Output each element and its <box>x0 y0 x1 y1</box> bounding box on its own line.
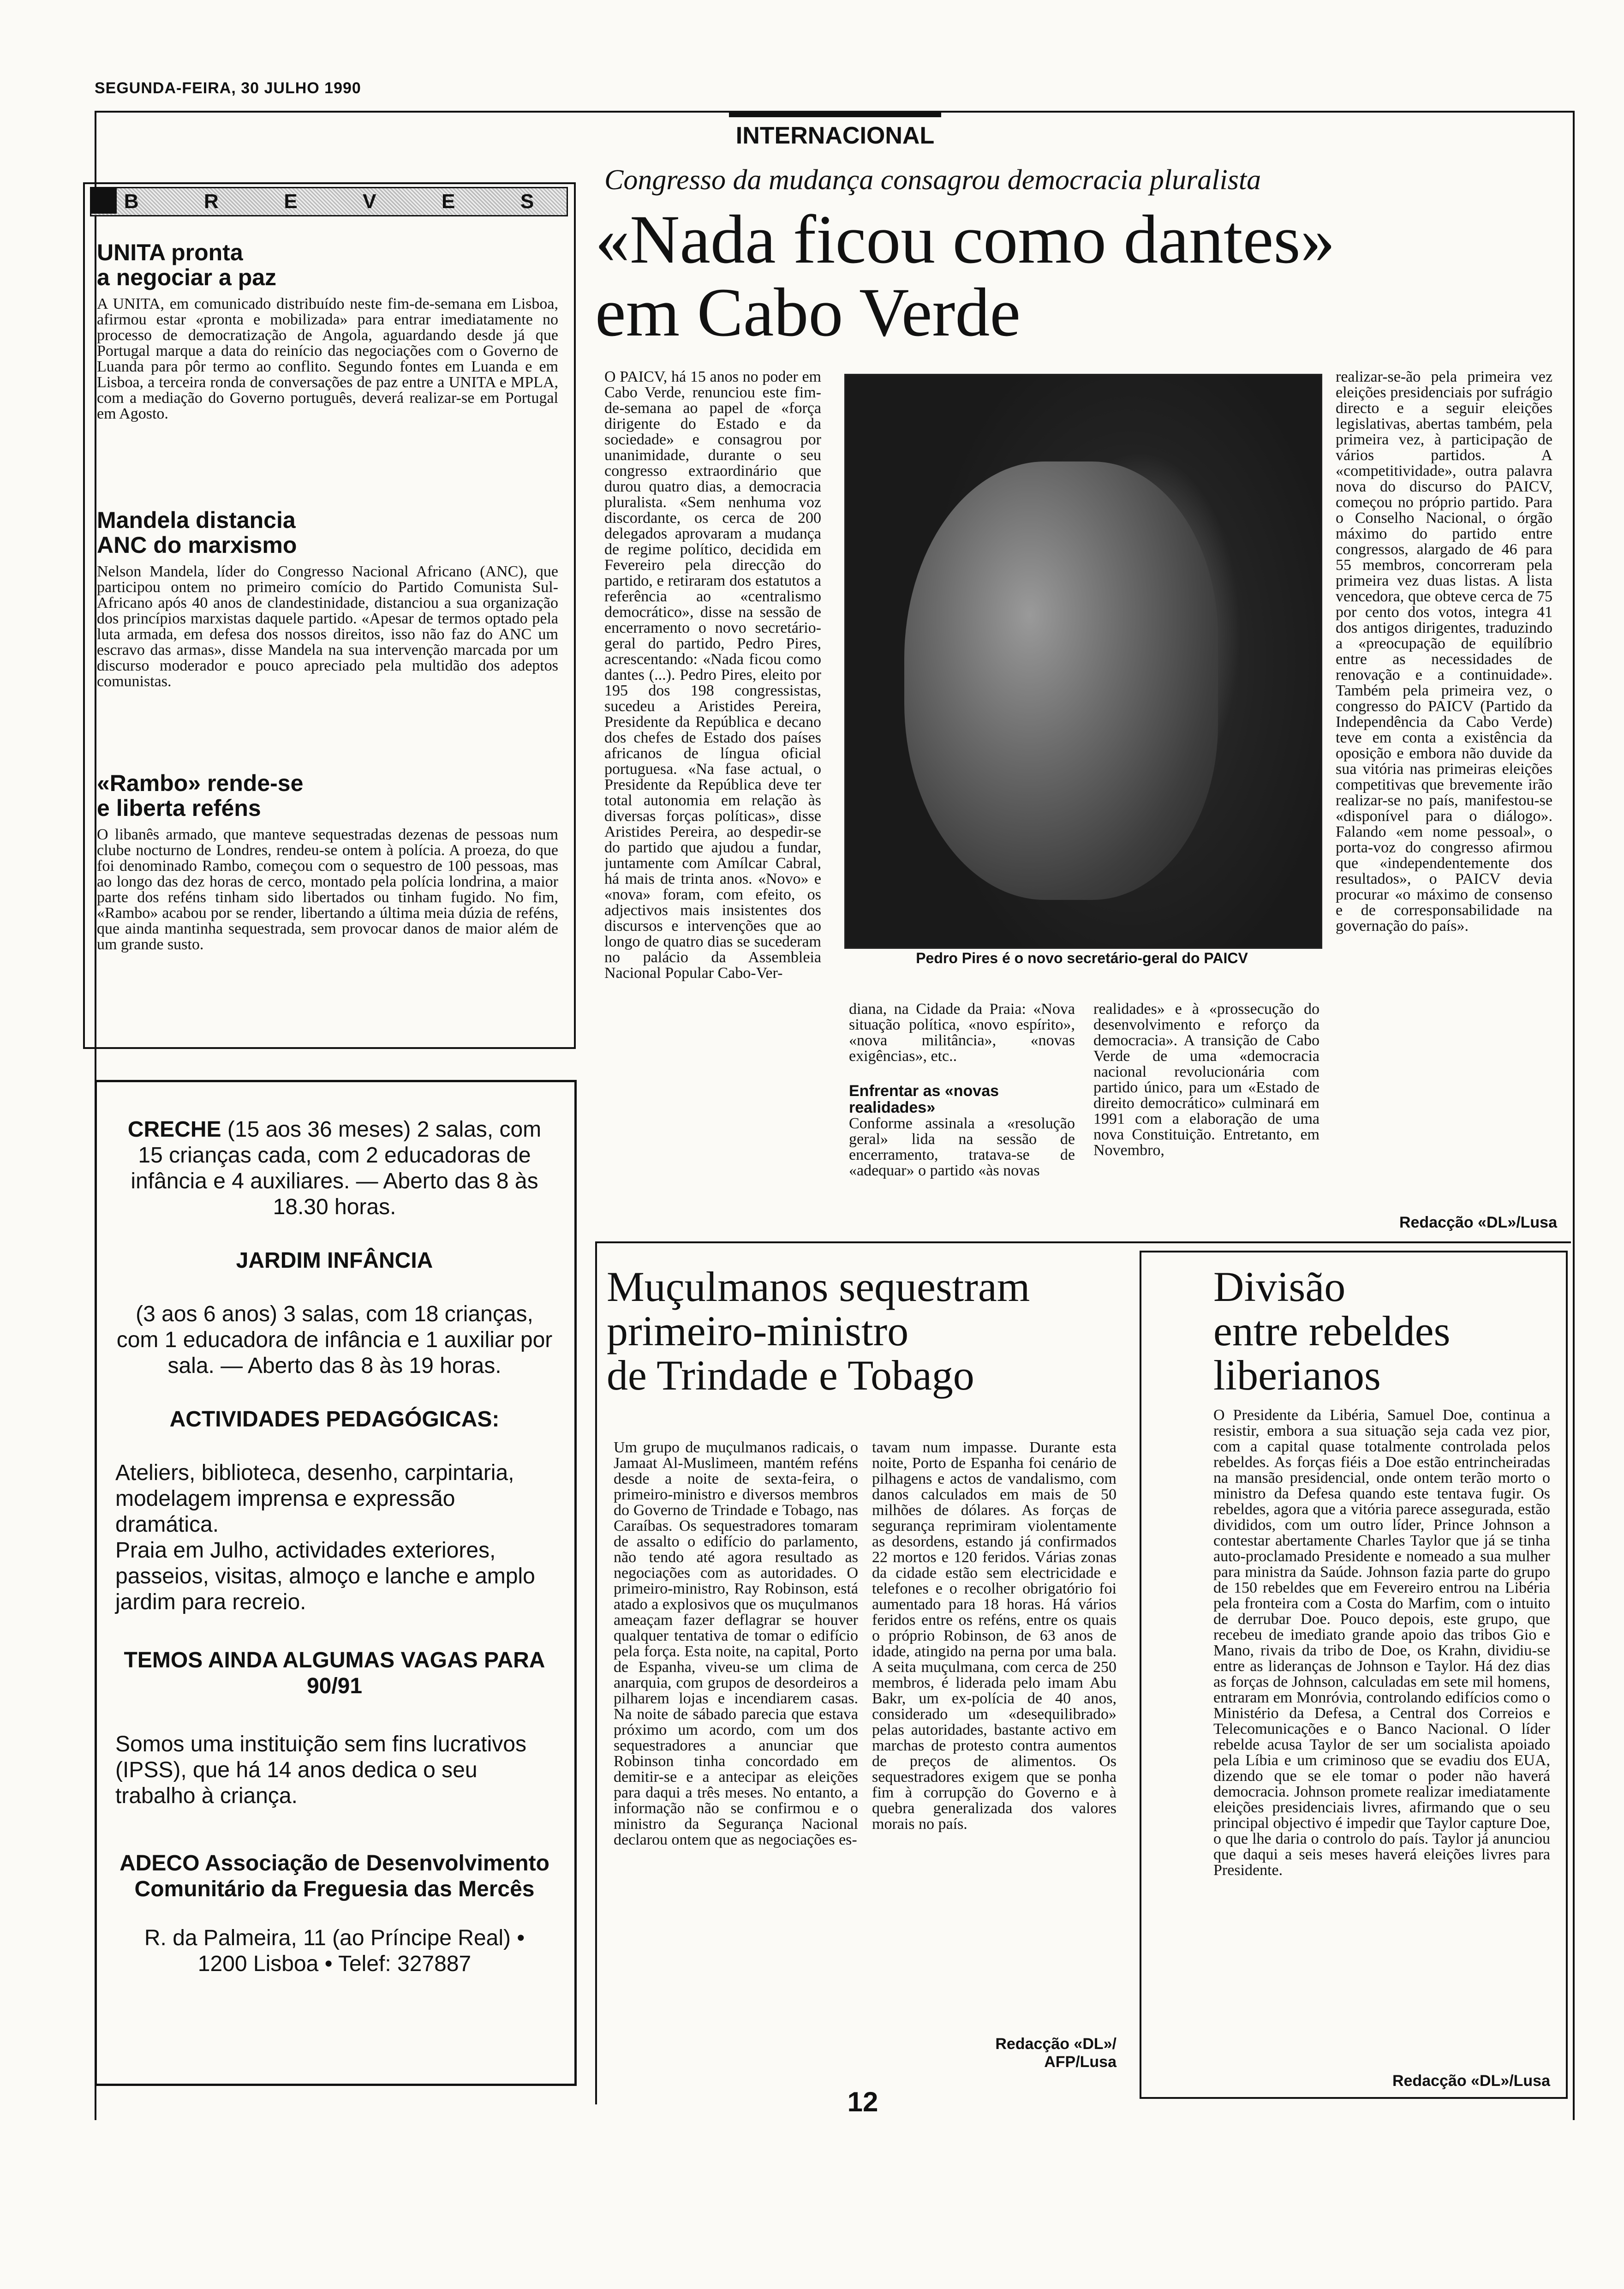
ad-atividades-text-2: Praia em Julho, actividades exteriores, passeios, visitas, almoço e lanche e amplo jardim para recreio. <box>115 1538 535 1614</box>
article-divider <box>595 1241 1571 1243</box>
main-col-2 <box>849 1001 1075 1179</box>
breves-letter: B <box>124 190 139 213</box>
portrait-face <box>904 461 1218 900</box>
trinidad-col-2: tavam num impasse. Durante esta noite, Porto de Espanha foi cenário de pilhagens e actos de vandalismo, com danos calculados em mais de 50 milhões de dólares. As forças de segurança reprimiram violentamente as desordens, estando já confirmados 22 mortos e 120 feridos. Várias zonas da cidade estão sem electricidade e telefones e o recolher obrigatório foi aumentado para 18 horas. Há vários feridos entre os reféns, entre os quais o próprio Robinson, de 63 anos de idade, atingido na perna por uma bala. A seita muçulmana, com cerca de 250 membros, é liderada pelo imam Abu Bakr, um ex-polícia de 40 anos, considerado um «desequilibrado» pelas autoridades, bastante activo em marchas de protesto contra aumentos de preços de alimentos. Os sequestradores exigem que se ponha fim à corrupção do Governo e à quebra generalizada dos valores morais no país. <box>872 1440 1116 1833</box>
ad-ipss: Somos uma instituição sem fins lucrativos (IPSS), que há 14 anos dedica o seu trabalho à criança. <box>115 1732 526 1808</box>
breves-item-title: ANC do marxismo <box>97 532 297 558</box>
breves-item-1 <box>97 240 558 422</box>
main-col-3: realidades» e à «prossecução do desenvolvimento e reforço da democracia». A transição de Cabo Verde de uma «democracia nacional revolucionária com partido único, para um «Estado de direito democrático» culminará em 1991 com a elaboração de uma nova Constituição. Entretanto, em Novembro, <box>1093 1001 1320 1159</box>
breves-letter: R <box>204 190 219 213</box>
breves-item-title: «Rambo» rende-se <box>97 770 304 796</box>
liberia-text: O Presidente da Libéria, Samuel Doe, continua a resistir, embora a sua situação seja cada vez pior, com a capital quase totalmente controlada pelos rebeldes. As forças fiéis a Doe estão entrincheiradas na mansão presidencial, onde ontem terão morto o ministro da Defesa quando este tentava fugir. Os rebeldes, agora que a vitória parece assegurada, estão divididos, com um outro líder, Prince Johnson a contestar abertamente Charles Taylor que já se tinha auto-proclamado Presidente e nomeado a sua mulher para ministra da Saúde. Johnson fazia parte do grupo de 150 rebeldes que em Fevereiro entrou na Libéria pela fronteira com a Costa do Marfim, com o intuito de derrubar Doe. Pouco depois, este grupo, que recebeu de imediato grande apoio das tribos Gio e Mano, rivais da tribo de Doe, os Krahn, dividiu-se entre as lideranças de Johnson e Taylor. Há dez dias as forças de Johnson, calculadas em sete mil homens, entraram em Monróvia, controlando edifícios como o Ministério da Defesa, a Central dos Correios e Telecomunicações e o Banco Nacional. O líder rebelde acusa Taylor de ser um socialista apoiado pela Líbia e um criminoso que se evadiu dos EUA, dizendo que se ele tomar o poder não haverá democracia. Johnson promete realizar imediatamente eleições presidenciais livres, afirmando que o seu principal objectivo é impedir que Taylor capture Doe, o que lhe daria o controlo do país. Taylor já anunciou que daqui a seis meses haverá eleições livres para Presidente. <box>1213 1408 1550 1879</box>
breves-item-title: UNITA pronta <box>97 240 243 265</box>
trinidad-signature: Redacção «DL»/ AFP/Lusa <box>995 2035 1116 2071</box>
trinidad-headline: Muçulmanos sequestram primeiro-ministro de Trindade e Tobago <box>607 1263 1030 1399</box>
trinidad-col-1: Um grupo de muçulmanos radicais, o Jamaat Al-Muslimeen, mantém reféns desde a noite de sexta-feira, o primeiro-ministro e diversos membros do Governo de Trindade e Tobago, nas Caraíbas. Os sequestradores tomaram de assalto o edifício do parlamento, não tendo até agora resultado as negociações com as autoridades. O primeiro-ministro, Ray Robinson, está atado a explosivos que os muçulmanos ameaçam fazer deflagrar se houver qualquer tentativa de tomar o edifício pela força. Esta noite, na capital, Porto de Espanha, viveu-se um clima de anarquia, com grupos de desordeiros a pilharem lojas e incendiarem casas. Na noite de sábado parecia que estava próximo um acordo, com um dos sequestradores a anunciar que Robinson tinha concordado em demitir-se e a antecipar as eleições para daqui a três meses. No entanto, a informação não se confirmou e o ministro da Segurança Nacional declarou ontem que as negociações es- <box>614 1440 858 1848</box>
breves-item-text: O libanês armado, que manteve sequestradas dezenas de pessoas num clube nocturno de Londres, rendeu-se ontem à polícia. A proeza, do que foi denominado Rambo, começou com o sequestro de 100 pessoas, mas ao longo das dez horas de cerco, montado pela polícia londrina, a maior parte dos reféns tinham sido libertados ou tinham fugido. No fim, «Rambo» acabou por se render, libertando a última meia dúzia de reféns, que ainda mantinha sequestrada, sem provocar danos de maior além de um grande susto. <box>97 826 558 953</box>
trinidad-left-border <box>595 1241 597 2104</box>
ad-address-2: 1200 Lisboa • Telef: 327887 <box>197 1952 472 1976</box>
main-kicker: Congresso da mudança consagrou democracia pluralista <box>604 164 1261 196</box>
main-headline: «Nada ficou como dantes» em Cabo Verde <box>595 201 1335 351</box>
photo-caption: Pedro Pires é o novo secretário-geral do PAICV <box>916 950 1248 966</box>
main-col-4: realizar-se-ão pela primeira vez eleições presidenciais por sufrágio directo e a seguir eleições legislativas, abertas também, pela primeira vez, à participação de vários partidos. A «competitividade», outra palavra nova do discurso do PAICV, começou no próprio partido. Para o Conselho Nacional, o órgão máximo do partido entre congressos, alargado de 46 para 55 membros, concorreram pela primeira vez duas listas. A lista vencedora, que obteve cerca de 75 por cento dos votos, integra 41 dos antigos dirigentes, traduzindo a «preocupação de equilíbrio entre as necessidades de renovação e a continuidade». Também pela primeira vez, o congresso do PAICV (Partido da Independência da Cabo Verde) teve em conta a existência da oposição e embora não duvide da sua vitória nas primeiras eleições competitivas que brevemente irão realizar-se no país, manifestou-se «disponível para o diálogo». Falando «em nome pessoal», o porta-voz do congresso afirmou que «independentemente dos resultados», o PAICV devia procurar «o máximo de consenso e de corresponsabilidade na governação do país». <box>1336 369 1552 935</box>
liberia-signature: Redacção «DL»/Lusa <box>1392 2072 1550 2090</box>
main-subhead: Enfrentar as «novas realidades» <box>849 1082 999 1116</box>
breves-letter: V <box>363 190 376 213</box>
main-col-1: O PAICV, há 15 anos no poder em Cabo Verde, renunciou este fim-de-semana ao papel de «força dirigente do Estado e da sociedade» e consagrou por unanimidade, durante o seu congresso extraordinário que durou quatro dias, a democracia pluralista. «Sem nenhuma voz discordante, os cerca de 200 delegados aprovaram a mudança de regime político, decidida em Fevereiro pela direcção do partido, e retiraram dos estatutos a referência ao «centralismo democrático», disse na sessão de encerramento o novo secretário-geral do partido, Pedro Pires, acrescentando: «Nada ficou como dantes (...). Pedro Pires, eleito por 195 dos 198 congressistas, sucedeu a Aristides Pereira, Presidente da República e decano dos chefes de Estado dos países africanos de língua oficial portuguesa. «Na fase actual, o Presidente da República deve ter total autonomia em relação às diversas forças políticas», disse Aristides Pereira, ao despedir-se do partido que ajudou a fundar, juntamente com Amílcar Cabral, há mais de trinta anos. «Novo» e «nova» foram, com efeito, os adjectivos mais insistentes dos discursos e intervenções que ao longo de quatro dias se sucederam no palácio da Assembleia Nacional Popular Cabo-Ver- <box>604 369 821 982</box>
breves-item-title: e liberta reféns <box>97 795 261 821</box>
liberia-headline: Divisão entre rebeldes liberianos <box>1213 1263 1451 1399</box>
main-col-2b-text: Conforme assinala a «resolução geral» lida na sessão de encerramento, tratava-se de «adequar» o partido «às novas <box>849 1115 1075 1179</box>
ad-creche: CRECHE (15 aos 36 meses) 2 salas, com 15 crianças cada, com 2 educadoras de infância e 4 auxiliares. — Aberto das 8 às 18.30 horas. <box>127 1117 542 1219</box>
ad-address-1: R. da Palmeira, 11 (ao Príncipe Real) • <box>144 1926 525 1950</box>
breves-item-3 <box>97 771 558 953</box>
main-col-2-text: diana, na Cidade da Praia: «Nova situação política, «novo espírito», «nova militância», «novas exigências», etc.. <box>849 1001 1075 1065</box>
ad-atividades-title: ACTIVIDADES PEDAGÓGICAS: <box>169 1407 500 1432</box>
breves-item-2 <box>97 508 558 689</box>
breves-square-icon <box>91 188 117 214</box>
page-number: 12 <box>847 2086 878 2117</box>
ad-atividades-text-1: Ateliers, biblioteca, desenho, carpintaria, modelagem imprensa e expressão dramática. <box>115 1461 514 1537</box>
breves-item-text: A UNITA, em comunicado distribuído neste fim-de-semana em Lisboa, afirmou estar «pronta e mobilizada» para entrar imediatamente no processo de democratização de Angola, aguardando desde já que Portugal marque a data do reinício das negociações com o Governo de Luanda para pôr termo ao conflito. Segundo fontes em Luanda e em Lisboa, a terceira ronda de conversações de paz entre a UNITA e MPLA, com a mediação do Governo português, deverá realizar-se em Portugal em Agosto. <box>97 295 558 422</box>
breves-letter: S <box>520 190 534 213</box>
main-signature: Redacção «DL»/Lusa <box>1399 1214 1557 1231</box>
ad-vagas: TEMOS AINDA ALGUMAS VAGAS PARA 90/91 <box>124 1648 545 1698</box>
breves-item-text: Nelson Mandela, líder do Congresso Nacional Africano (ANC), que participou ontem no primeiro comício do Partido Comunista Sul-Africano após 40 anos de clandestinidade, distanciou a sua organização dos princípios marxistas daquele partido. «Apesar de termos optado pela luta armada, em defesa dos nossos direitos, isso não faz do ANC um escravo das armas», disse Mandela na sua intervenção marcada por um discurso moderador e pouco apreciado pela multidão dos adeptos comunistas. <box>97 563 558 690</box>
ad-content <box>115 1117 554 1977</box>
breves-item-title: a negociar a paz <box>97 264 277 290</box>
breves-item-title: Mandela distancia <box>97 507 296 533</box>
breves-letter: E <box>442 190 455 213</box>
ad-organization: ADECO Associação de Desenvolvimento Comunitário da Freguesia das Mercês <box>119 1851 549 1901</box>
section-label: INTERNACIONAL <box>729 111 941 154</box>
breves-letter: E <box>284 190 298 213</box>
dateline: SEGUNDA-FEIRA, 30 JULHO 1990 <box>95 79 361 97</box>
breves-header <box>90 187 568 216</box>
ad-jardim-text: (3 aos 6 anos) 3 salas, com 18 crianças, com 1 educadora de infância e 1 auxiliar por sala. — Aberto das 8 às 19 horas. <box>116 1302 553 1378</box>
ad-jardim-title: JARDIM INFÂNCIA <box>236 1248 433 1273</box>
